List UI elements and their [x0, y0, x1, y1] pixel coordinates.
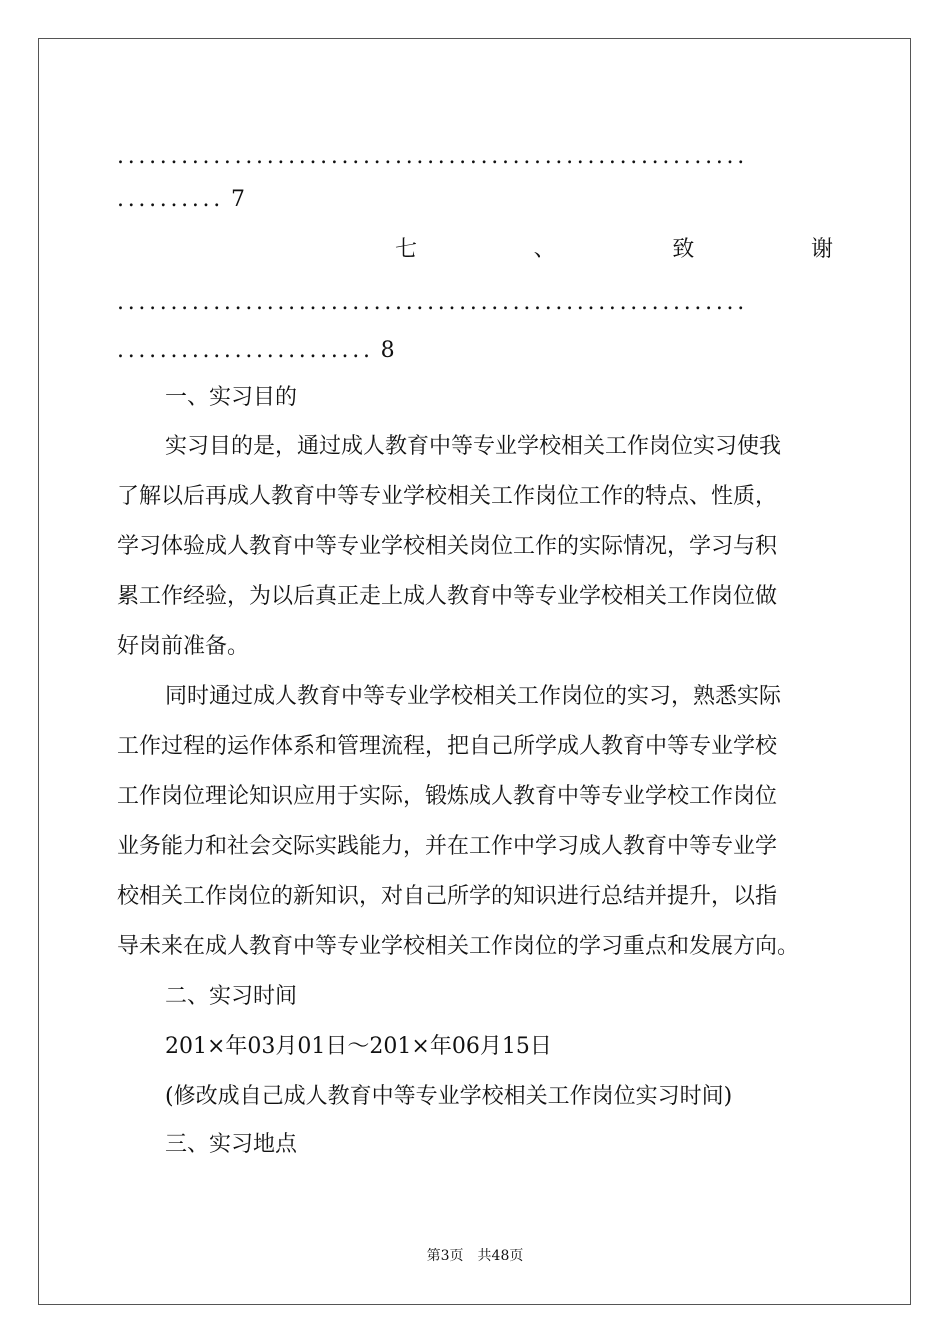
- toc-entry-7-title: [395, 235, 833, 265]
- paragraph-line: 工作岗位理论知识应用于实际，锻炼成人教育中等专业学校工作岗位: [117, 784, 778, 809]
- toc-page-number: 8: [380, 338, 395, 363]
- paragraph-line: 业务能力和社会交际实践能力，并在工作中学习成人教育中等专业学: [117, 834, 778, 859]
- toc-leader-dots: ...........................................................: [117, 144, 748, 169]
- paragraph-line: 工作过程的运作体系和管理流程，把自己所学成人教育中等专业学校: [117, 734, 778, 759]
- toc-entry-6: [117, 185, 833, 215]
- paragraph-line: 校相关工作岗位的新知识，对自己所学的知识进行总结并提升，以指: [117, 884, 778, 909]
- page-border: [38, 38, 911, 1305]
- internship-date-range: 201×年03月01日～201×年06月15日: [165, 1034, 552, 1059]
- section-heading-1: 一、实习目的: [165, 385, 298, 410]
- paragraph-line: 累工作经验，为以后真正走上成人教育中等专业学校相关工作岗位做: [117, 584, 778, 609]
- page-footer: 第3页 共48页: [426, 1248, 524, 1264]
- section-heading-3: 三、实习地点: [165, 1132, 298, 1157]
- toc-char: 七: [395, 237, 418, 262]
- toc-char: 致: [672, 237, 695, 262]
- paragraph-line: 导未来在成人教育中等专业学校相关工作岗位的学习重点和发展方向。: [117, 934, 800, 959]
- toc-char: 、: [533, 237, 556, 262]
- paragraph-line: 实习目的是，通过成人教育中等专业学校相关工作岗位实习使我: [165, 434, 782, 459]
- toc-leader-dots: ........................: [117, 338, 374, 363]
- section-heading-2: 二、实习时间: [165, 984, 298, 1009]
- toc-entry-7: [117, 336, 833, 366]
- paragraph-line: 好岗前准备。: [117, 634, 250, 659]
- toc-leader-dots: ..........: [117, 187, 224, 212]
- toc-page-number: 7: [230, 187, 245, 212]
- paragraph-line: 同时通过成人教育中等专业学校相关工作岗位的实习，熟悉实际: [165, 684, 782, 709]
- toc-char: 谢: [810, 237, 833, 262]
- internship-date-note: (修改成自己成人教育中等专业学校相关工作岗位实习时间): [165, 1084, 733, 1109]
- paragraph-line: 学习体验成人教育中等专业学校相关岗位工作的实际情况，学习与积: [117, 534, 778, 559]
- toc-leader-dots: ...........................................................: [117, 290, 748, 315]
- paragraph-line: 了解以后再成人教育中等专业学校相关工作岗位工作的特点、性质，: [117, 484, 778, 509]
